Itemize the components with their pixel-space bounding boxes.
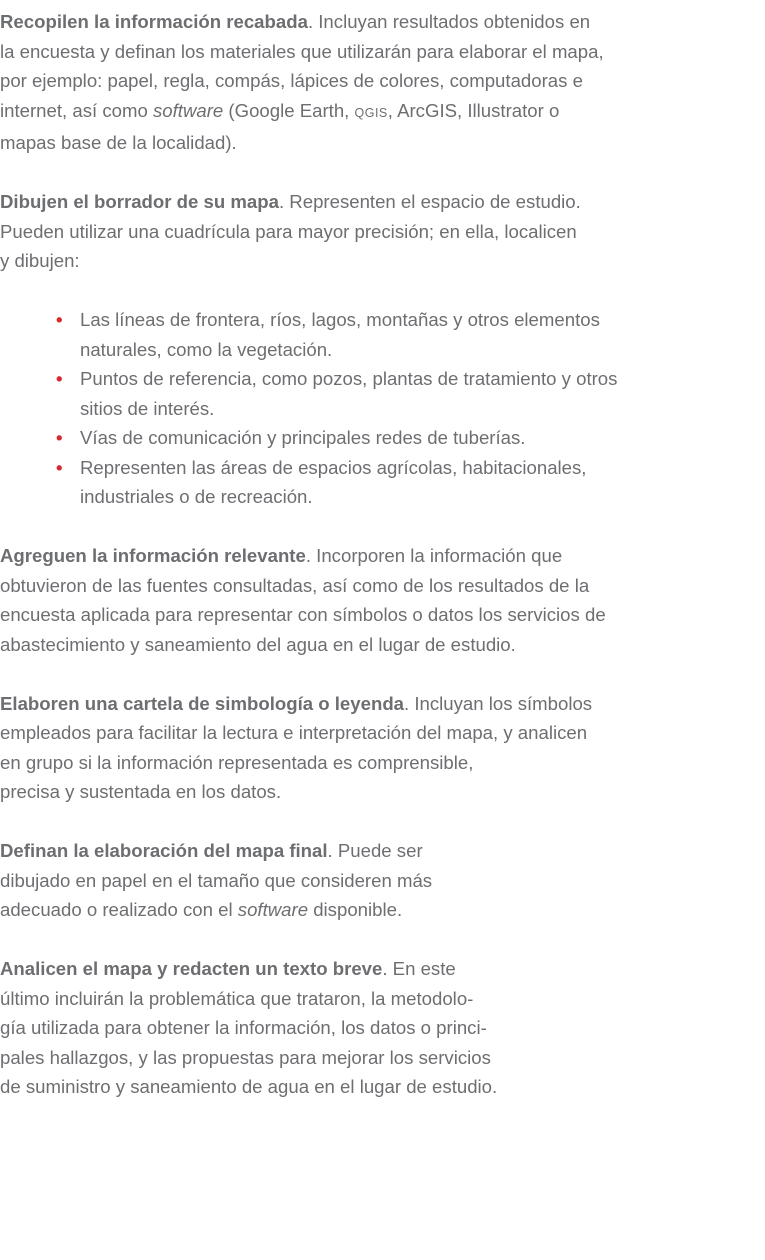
text-line — [0, 246, 765, 276]
text-line — [0, 305, 765, 335]
step-heading: Dibujen el borrador de su mapa — [0, 191, 279, 212]
text-segment: de suministro y saneamiento de agua en el lugar de estudio. — [0, 1076, 498, 1097]
text-line — [0, 423, 765, 453]
text-segment: . Incluyan los símbolos — [404, 692, 593, 714]
text-line — [0, 128, 765, 158]
text-line — [0, 954, 765, 984]
text-segment: y dibujen: — [0, 250, 80, 271]
text-segment: la encuesta y definan los materiales que utilizarán para elaborar el mapa, — [0, 40, 604, 62]
text-segment: Vías de comunicación y principales redes de tuberías. — [80, 427, 526, 448]
text-segment: mapas base de la localidad). — [0, 132, 237, 153]
bullet-icon: • — [56, 427, 63, 448]
text-line — [0, 96, 765, 129]
text-segment: naturales, como la vegetación. — [80, 338, 333, 360]
paragraph — [0, 689, 765, 807]
text-segment: encuesta aplicada para representar con símbolos o datos los servicios de — [0, 604, 606, 625]
text-line — [0, 217, 765, 247]
paragraph — [0, 836, 765, 925]
list-item — [0, 453, 765, 512]
bullet-icon: • — [56, 368, 63, 389]
text-segment: . Puede ser — [327, 840, 423, 861]
text-line — [0, 7, 765, 37]
emphasis-text: software — [237, 899, 309, 920]
text-line — [0, 187, 765, 217]
text-segment: disponible. — [308, 899, 403, 920]
step-heading: Elaboren una cartela de simbología o leyenda — [0, 692, 405, 714]
text-line — [0, 66, 765, 96]
text-segment: . Incluyan resultados obtenidos en — [307, 11, 591, 32]
paragraph — [0, 541, 765, 659]
text-segment: adecuado o realizado con el — [0, 899, 238, 920]
list-item — [0, 305, 765, 364]
text-segment: precisa y sustentada en los datos. — [0, 781, 282, 802]
text-line — [0, 630, 765, 660]
text-segment: empleados para facilitar la lectura e interpretación del mapa, y analicen — [0, 722, 588, 743]
list-item — [0, 364, 765, 423]
paragraph-spacer — [0, 659, 765, 689]
text-segment: , ArcGIS, Illustrator o — [387, 99, 560, 121]
text-line — [0, 836, 765, 866]
text-segment: por ejemplo: papel, regla, compás, lápices de colores, computadoras e — [0, 70, 583, 91]
text-segment: . En este — [382, 958, 456, 979]
text-segment: Puntos de referencia, como pozos, plantas de tratamiento y otros — [80, 368, 618, 389]
bullet-icon: • — [56, 309, 63, 330]
paragraph-spacer — [0, 512, 765, 542]
bullet-icon: • — [56, 456, 63, 478]
paragraph — [0, 187, 765, 276]
paragraph-spacer — [0, 276, 765, 306]
text-line — [0, 600, 765, 630]
text-segment: pales hallazgos, y las propuestas para mejorar los servicios — [0, 1046, 491, 1068]
step-heading: Analicen el mapa y redacten un texto breve — [0, 958, 383, 979]
text-line — [0, 482, 765, 512]
paragraph-spacer — [0, 807, 765, 837]
text-segment: obtuvieron de las fuentes consultadas, así como de los resultados de la — [0, 574, 590, 596]
acronym-text: QGIS — [354, 105, 388, 120]
text-line — [0, 689, 765, 719]
text-segment: sitios de interés. — [80, 397, 215, 419]
text-line — [0, 394, 765, 424]
text-line — [0, 1013, 765, 1043]
text-segment: . Incorporen la información que — [305, 545, 563, 566]
bullet-list — [0, 305, 765, 512]
text-segment: Representen las áreas de espacios agrícolas, habitacionales, — [80, 456, 587, 478]
text-segment: gía utilizada para obtener la información, los datos o princi- — [0, 1017, 487, 1038]
text-line — [0, 777, 765, 807]
text-segment: Las líneas de frontera, ríos, lagos, montañas y otros elementos — [80, 309, 600, 330]
text-line — [0, 866, 765, 896]
paragraph-spacer — [0, 925, 765, 955]
text-line — [0, 571, 765, 601]
text-line — [0, 335, 765, 365]
list-item — [0, 423, 765, 453]
text-line — [0, 541, 765, 571]
text-line — [0, 453, 765, 483]
text-line — [0, 895, 765, 925]
step-heading: Recopilen la información recabada — [0, 11, 308, 32]
text-segment: abastecimiento y saneamiento del agua en el lugar de estudio. — [0, 633, 516, 655]
paragraph — [0, 7, 765, 158]
text-line — [0, 1043, 765, 1073]
text-segment: en grupo si la información representada es comprensible, — [0, 751, 474, 773]
text-segment: industriales o de recreación. — [80, 486, 313, 507]
text-segment: (Google Earth, — [223, 99, 355, 121]
text-segment: dibujado en papel en el tamaño que consideren más — [0, 869, 433, 891]
document-body — [0, 7, 765, 1102]
step-heading: Agreguen la información relevante — [0, 545, 306, 566]
text-line — [0, 718, 765, 748]
text-line — [0, 37, 765, 67]
emphasis-text: software — [152, 99, 224, 121]
text-segment: internet, así como — [0, 99, 153, 121]
paragraph — [0, 954, 765, 1102]
text-segment: . Representen el espacio de estudio. — [278, 191, 581, 212]
step-heading: Definan la elaboración del mapa final — [0, 840, 328, 861]
text-line — [0, 748, 765, 778]
text-line — [0, 364, 765, 394]
text-line — [0, 1072, 765, 1102]
text-segment: Pueden utilizar una cuadrícula para mayor precisión; en ella, localicen — [0, 220, 577, 242]
text-line — [0, 984, 765, 1014]
text-segment: último incluirán la problemática que trataron, la metodolo- — [0, 987, 474, 1009]
paragraph-spacer — [0, 158, 765, 188]
